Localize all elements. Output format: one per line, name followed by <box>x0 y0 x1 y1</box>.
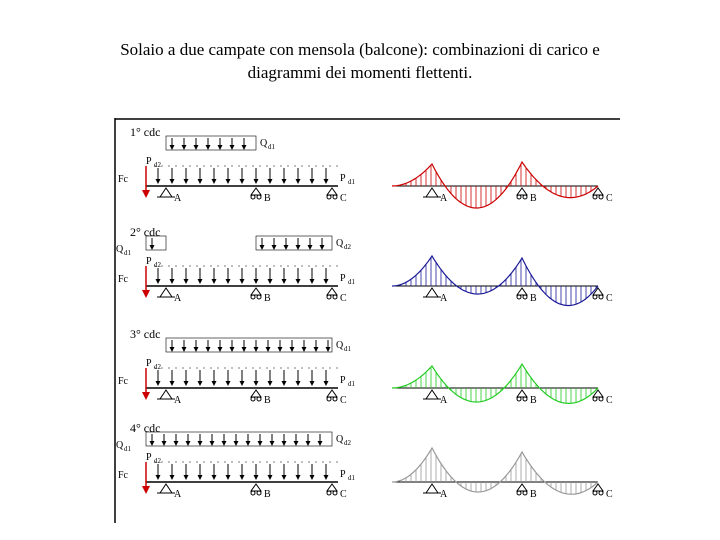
support-b-roller-2 <box>257 397 261 401</box>
support-c <box>327 390 337 397</box>
diagram-support-b <box>517 484 527 491</box>
combination-4 <box>116 421 613 500</box>
force-fc-arrow-head <box>142 486 150 494</box>
load-p2-subscript: d2 <box>154 457 161 465</box>
diagram-support-c-roller-2 <box>599 295 603 299</box>
load-p2-subscript: d2 <box>154 261 161 269</box>
diagram-support-c-roller-1 <box>593 491 597 495</box>
variable-load-arrow-head <box>210 441 215 446</box>
diagram-support-b-label: B <box>530 193 537 204</box>
support-c-label: C <box>340 395 347 406</box>
permanent-load-arrow-head <box>254 279 259 284</box>
permanent-load-arrow-head <box>282 179 287 184</box>
load-p1-label: P <box>340 469 346 480</box>
load-combinations-svg <box>114 118 620 523</box>
load-p2-label: P <box>146 156 152 167</box>
force-fc-arrow-head <box>142 190 150 198</box>
support-c-roller-2 <box>333 491 337 495</box>
support-c <box>327 188 337 195</box>
permanent-load-arrow-head <box>282 279 287 284</box>
load-p1-label: P <box>340 273 346 284</box>
variable-load-arrow-head <box>162 441 167 446</box>
permanent-load-arrow-head <box>282 381 287 386</box>
diagram-support-b-label: B <box>530 395 537 406</box>
diagram-support-c <box>593 288 603 295</box>
diagram-support-b-roller-1 <box>517 195 521 199</box>
permanent-load-arrow-head <box>198 475 203 480</box>
variable-load-arrow-head <box>306 441 311 446</box>
support-c-roller-2 <box>333 397 337 401</box>
support-c-roller-2 <box>333 295 337 299</box>
load-p1-subscript: d1 <box>348 380 355 388</box>
support-c-roller-1 <box>327 295 331 299</box>
force-fc-label: Fc <box>118 376 128 387</box>
support-a-label: A <box>174 293 182 304</box>
permanent-load-arrow-head <box>184 179 189 184</box>
diagram-support-b-roller-2 <box>523 491 527 495</box>
diagram-support-b-label: B <box>530 489 537 500</box>
permanent-load-arrow-head <box>324 179 329 184</box>
load-p1-label: P <box>340 375 346 386</box>
permanent-load-arrow-head <box>212 475 217 480</box>
variable-load-arrow-head <box>290 347 295 352</box>
load-q-subscript: d1 <box>268 143 275 151</box>
variable-load-arrow-head <box>198 441 203 446</box>
permanent-load-arrow-head <box>282 475 287 480</box>
support-b-label: B <box>264 193 271 204</box>
diagram-support-a-label: A <box>440 395 448 406</box>
diagram-support-b-roller-1 <box>517 295 521 299</box>
diagram-support-a <box>426 188 438 197</box>
diagram-support-c-roller-2 <box>599 397 603 401</box>
permanent-load-arrow-head <box>156 279 161 284</box>
combination-2 <box>116 225 613 306</box>
variable-load-arrow-head <box>246 441 251 446</box>
variable-load-arrow-head <box>194 145 199 150</box>
diagram-support-b <box>517 390 527 397</box>
permanent-load-arrow-head <box>170 179 175 184</box>
support-b <box>251 188 261 195</box>
diagram-support-c-label: C <box>606 293 613 304</box>
support-b <box>251 288 261 295</box>
permanent-load-arrow-head <box>240 381 245 386</box>
permanent-load-arrow-head <box>212 279 217 284</box>
permanent-load-arrow-head <box>184 475 189 480</box>
support-a-label: A <box>174 395 182 406</box>
load-q-label: Q <box>336 434 344 445</box>
support-b-roller-1 <box>251 295 255 299</box>
permanent-load-arrow-head <box>296 381 301 386</box>
combination-label: 4° cdc <box>130 421 161 435</box>
variable-load-arrow-head <box>284 245 289 250</box>
permanent-load-arrow-head <box>324 475 329 480</box>
variable-load-box <box>256 236 332 250</box>
variable-load-arrow-head <box>296 245 301 250</box>
variable-load-arrow-head <box>320 245 325 250</box>
permanent-load-arrow-head <box>198 279 203 284</box>
support-b-label: B <box>264 395 271 406</box>
support-a <box>160 288 172 297</box>
permanent-load-arrow-head <box>170 381 175 386</box>
support-b-roller-2 <box>257 491 261 495</box>
support-a <box>160 390 172 399</box>
permanent-load-arrow-head <box>226 179 231 184</box>
variable-load-arrow-head <box>230 347 235 352</box>
variable-load-arrow-head <box>218 347 223 352</box>
permanent-load-arrow-head <box>198 179 203 184</box>
support-b-roller-2 <box>257 195 261 199</box>
variable-load-arrow-head <box>150 245 155 250</box>
permanent-load-arrow-head <box>240 279 245 284</box>
diagram-support-b-roller-2 <box>523 195 527 199</box>
permanent-load-arrow-head <box>240 179 245 184</box>
variable-load-arrow-head <box>242 347 247 352</box>
variable-load-box <box>146 432 332 446</box>
permanent-load-arrow-head <box>268 179 273 184</box>
force-fc-label: Fc <box>118 174 128 185</box>
variable-load-arrow-head <box>272 245 277 250</box>
combination-label: 2° cdc <box>130 225 161 239</box>
variable-load-arrow-head <box>170 145 175 150</box>
variable-load-arrow-head <box>222 441 227 446</box>
variable-load-arrow-head <box>278 347 283 352</box>
load-q-label: Q <box>336 238 344 249</box>
combination-label: 3° cdc <box>130 327 161 341</box>
load-combinations-figure <box>114 118 620 523</box>
diagram-support-b-roller-1 <box>517 491 521 495</box>
permanent-load-arrow-head <box>156 475 161 480</box>
permanent-load-arrow-head <box>310 179 315 184</box>
variable-load-arrow-head <box>206 347 211 352</box>
diagram-support-c-roller-2 <box>599 195 603 199</box>
load-p1-subscript: d1 <box>348 474 355 482</box>
load-q2-label: Q <box>116 440 124 451</box>
support-c-roller-1 <box>327 195 331 199</box>
support-c-label: C <box>340 489 347 500</box>
diagram-support-a-label: A <box>440 193 448 204</box>
permanent-load-arrow-head <box>212 179 217 184</box>
combination-3 <box>118 327 613 406</box>
permanent-load-arrow-head <box>170 475 175 480</box>
support-a-label: A <box>174 489 182 500</box>
permanent-load-arrow-head <box>254 381 259 386</box>
diagram-support-c-label: C <box>606 193 613 204</box>
permanent-load-arrow-head <box>310 381 315 386</box>
permanent-load-arrow-head <box>296 475 301 480</box>
support-a-label: A <box>174 193 182 204</box>
load-p2-subscript: d2 <box>154 363 161 371</box>
support-a <box>160 188 172 197</box>
permanent-load-arrow-head <box>226 475 231 480</box>
permanent-load-arrow-head <box>198 381 203 386</box>
support-c-label: C <box>340 293 347 304</box>
permanent-load-arrow-head <box>310 279 315 284</box>
load-q-label: Q <box>260 138 268 149</box>
permanent-load-arrow-head <box>254 475 259 480</box>
variable-load-arrow-head <box>318 441 323 446</box>
diagram-support-b <box>517 188 527 195</box>
diagram-support-c-roller-1 <box>593 195 597 199</box>
variable-load-arrow-head <box>282 441 287 446</box>
load-q2-subscript: d1 <box>124 445 131 453</box>
force-fc-arrow-head <box>142 392 150 400</box>
variable-load-arrow-head <box>234 441 239 446</box>
diagram-support-a <box>426 390 438 399</box>
diagram-support-c-label: C <box>606 489 613 500</box>
support-c <box>327 288 337 295</box>
support-b <box>251 390 261 397</box>
variable-load-arrow-head <box>174 441 179 446</box>
load-p1-label: P <box>340 173 346 184</box>
diagram-support-a <box>426 288 438 297</box>
variable-load-arrow-head <box>314 347 319 352</box>
load-p1-subscript: d1 <box>348 178 355 186</box>
variable-load-box <box>166 136 256 150</box>
combination-label: 1° cdc <box>130 125 161 139</box>
diagram-support-b-roller-2 <box>523 295 527 299</box>
support-b-label: B <box>264 293 271 304</box>
diagram-support-b-roller-2 <box>523 397 527 401</box>
support-c-label: C <box>340 193 347 204</box>
diagram-support-b-roller-1 <box>517 397 521 401</box>
load-p2-label: P <box>146 452 152 463</box>
permanent-load-arrow-head <box>324 279 329 284</box>
load-q-subscript: d2 <box>344 243 351 251</box>
variable-load-arrow-head <box>258 441 263 446</box>
variable-load-arrow-head <box>230 145 235 150</box>
title-line-1: Solaio a due campate con mensola (balcone): combinazioni di carico e <box>120 40 600 59</box>
permanent-load-arrow-head <box>254 179 259 184</box>
load-p1-subscript: d1 <box>348 278 355 286</box>
variable-load-arrow-head <box>294 441 299 446</box>
permanent-load-arrow-head <box>226 279 231 284</box>
permanent-load-arrow-head <box>268 381 273 386</box>
force-fc-arrow-head <box>142 290 150 298</box>
permanent-load-arrow-head <box>170 279 175 284</box>
variable-load-arrow-head <box>254 347 259 352</box>
diagram-support-c-roller-1 <box>593 295 597 299</box>
moment-curve <box>392 256 598 306</box>
diagram-support-b-label: B <box>530 293 537 304</box>
variable-load-arrow-head <box>170 347 175 352</box>
load-p2-label: P <box>146 256 152 267</box>
variable-load-arrow-head <box>260 245 265 250</box>
diagram-support-c-roller-2 <box>599 491 603 495</box>
variable-load-arrow-head <box>182 145 187 150</box>
diagram-support-b <box>517 288 527 295</box>
title-line-2: diagrammi dei momenti flettenti. <box>247 63 473 82</box>
diagram-support-c-roller-1 <box>593 397 597 401</box>
permanent-load-arrow-head <box>212 381 217 386</box>
support-b-roller-1 <box>251 397 255 401</box>
variable-load-arrow-head <box>242 145 247 150</box>
moment-curve <box>392 364 598 403</box>
variable-load-arrow-head <box>270 441 275 446</box>
permanent-load-arrow-head <box>184 279 189 284</box>
support-b-roller-2 <box>257 295 261 299</box>
diagram-support-c-label: C <box>606 395 613 406</box>
support-a <box>160 484 172 493</box>
diagram-support-a <box>426 484 438 493</box>
load-q2-label: Q <box>116 244 124 255</box>
moment-curve <box>392 162 598 208</box>
load-p2-subscript: d2 <box>154 161 161 169</box>
permanent-load-arrow-head <box>310 475 315 480</box>
permanent-load-arrow-head <box>268 279 273 284</box>
combination-1 <box>118 125 613 208</box>
support-b-roller-1 <box>251 195 255 199</box>
permanent-load-arrow-head <box>156 179 161 184</box>
support-b-roller-1 <box>251 491 255 495</box>
support-c-roller-1 <box>327 397 331 401</box>
slide-title <box>40 38 680 84</box>
permanent-load-arrow-head <box>184 381 189 386</box>
load-q-label: Q <box>336 340 344 351</box>
support-b <box>251 484 261 491</box>
variable-load-arrow-head <box>150 441 155 446</box>
variable-load-arrow-head <box>266 347 271 352</box>
permanent-load-arrow-head <box>156 381 161 386</box>
support-b-label: B <box>264 489 271 500</box>
force-fc-label: Fc <box>118 274 128 285</box>
diagram-support-a-label: A <box>440 293 448 304</box>
variable-load-arrow-head <box>326 347 331 352</box>
permanent-load-arrow-head <box>296 279 301 284</box>
support-c <box>327 484 337 491</box>
permanent-load-arrow-head <box>268 475 273 480</box>
variable-load-box <box>166 338 332 352</box>
variable-load-arrow-head <box>186 441 191 446</box>
force-fc-label: Fc <box>118 470 128 481</box>
moment-curve <box>392 448 598 494</box>
diagram-support-a-label: A <box>440 489 448 500</box>
load-q-subscript: d1 <box>344 345 351 353</box>
support-c-roller-2 <box>333 195 337 199</box>
permanent-load-arrow-head <box>240 475 245 480</box>
permanent-load-arrow-head <box>226 381 231 386</box>
variable-load-arrow-head <box>206 145 211 150</box>
variable-load-arrow-head <box>194 347 199 352</box>
load-p2-label: P <box>146 358 152 369</box>
load-q2-subscript: d1 <box>124 249 131 257</box>
permanent-load-arrow-head <box>324 381 329 386</box>
variable-load-arrow-head <box>308 245 313 250</box>
permanent-load-arrow-head <box>296 179 301 184</box>
load-q-subscript: d2 <box>344 439 351 447</box>
variable-load-arrow-head <box>218 145 223 150</box>
support-c-roller-1 <box>327 491 331 495</box>
variable-load-arrow-head <box>182 347 187 352</box>
variable-load-arrow-head <box>302 347 307 352</box>
